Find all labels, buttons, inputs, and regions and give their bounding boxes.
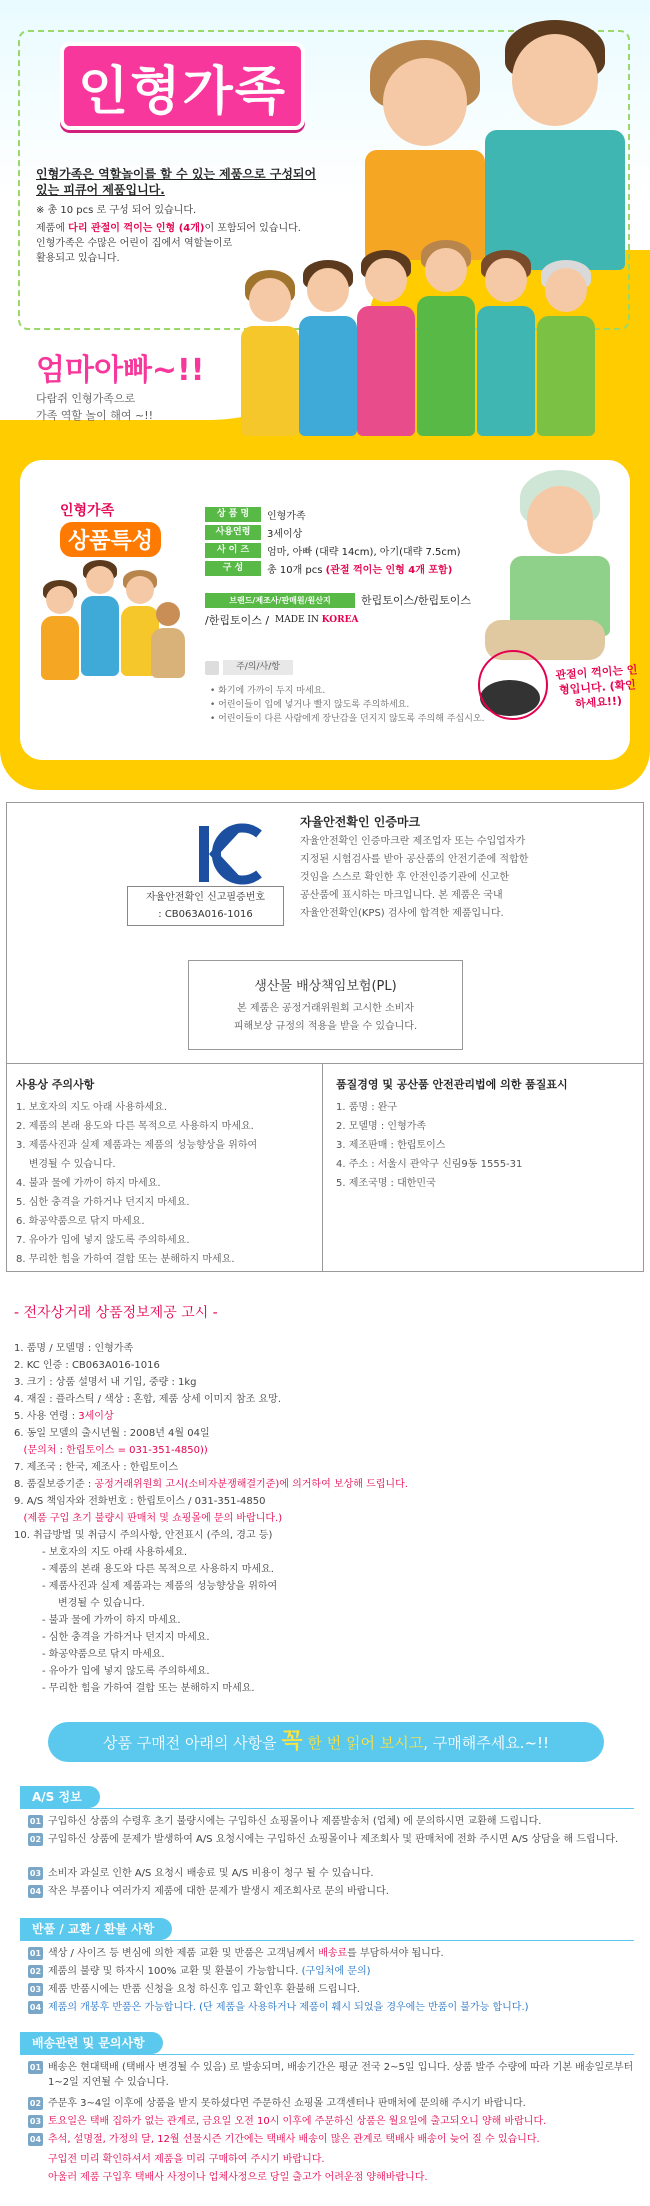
ecommerce-line: 변경될 수 있습니다. [58,1598,145,1609]
spec-row: 상 품 명 인형가족 [205,506,505,522]
page-title: 인형가족 [78,61,287,122]
as-item: 04 작은 부품이나 여러가지 제품에 대한 문제가 발생시 제조회사로 문의 바랍니다. [29,1886,389,1897]
shipping-item: 02 주문후 3~4일 이후에 상품을 받지 못하셨다면 주문하신 쇼핑몰 고객센터나 판매처에 문의해 주시기 바랍니다. [29,2098,526,2109]
mom-doll-image [360,40,490,260]
ecommerce-line: - 제품사진과 실제 제품과는 제품의 성능향상을 위하여 [42,1581,278,1592]
caution-list [210,684,485,726]
mom-dad-heading: 엄마아빠~!! [36,353,205,388]
kc-certificate-number: 자율안전확인 신고필증번호 : CB063A016-1016 [127,886,284,926]
spec-row: 사 이 즈 엄마, 아빠 (대략 14cm), 아기(대략 7.5cm) [205,542,505,558]
refund-item: 02 제품의 불량 및 하자시 100% 교환 및 환불이 가능합니다. (구입처에 문의) [29,1966,371,1977]
ecommerce-line: - 심한 충격을 가하거나 던지지 마세요. [42,1632,210,1643]
divider [322,1063,323,1272]
kc-description: 자율안전확인 인증마크란 제조업자 또는 수입업자가 지정된 시험검사를 받아 공산품의 안전기준에 적합한 것임을 스스로 확인한 후 안전인증기관에 신고한 공산품에 표시하는 마크입니다. 본 제품은 국내 자율안전확인(KPS) 검사에 합격한 제품입니다. [300,836,529,919]
intro-line3: 제품에 [36,223,69,234]
ecommerce-line: 9. A/S 책임자와 전화번호 : 한립토이스 / 031-351-4850 [14,1496,266,1507]
brand-value: 한립토이스/한립토이스 [361,594,471,607]
title-plate [60,42,305,130]
shipping-item: 04 추석, 설명절, 가정의 달, 12월 선물시즌 기간에는 택배사 배송이 많은 관계로 택배사 배송이 늦어 질 수 있습니다. [29,2134,540,2145]
kc-mark-icon [185,822,265,892]
shipping-footnote: 아울러 제품 구입후 택배사 사정이나 업체사정으로 당일 출고가 어려운점 양해바랍니다. [48,2172,428,2183]
section-line [20,1808,634,1809]
spec-title [60,500,180,557]
intro-text: 인형가족은 역할놀이를 할 수 있는 제품으로 구성되어 있는 피큐어 제품입니다. ※ 총 10 pcs 로 구성 되어 있습니다. 제품에 다리 관절이 꺽이는 인형 (4개)이 포함되어 있습니다. 인형가족은 수많은 어린이 집에서 역할놀이로 활용되고 있습니다. [36,166,366,266]
shipping-item: 03 토요일은 택배 집하가 없는 관계로, 금요일 오전 10시 이후에 주문하신 상품은 월요일에 출고되오니 양해 바랍니다. [29,2116,547,2127]
ecommerce-line: 5. 사용 연령 : 3세이상 [14,1411,114,1422]
refund-header: 반품 / 교환 / 환불 사항 [20,1918,172,1940]
divider [6,1063,644,1064]
shipping-item: 01 배송은 현대택배 (택배사 변경될 수 있음) 로 발송되며, 배송기간은 평균 전국 2~5일 입니다. 상품 발주 수량에 따라 기본 배송일로부터 1~2일 지연될 수 있습니다. [29,2062,634,2088]
brand-row [205,592,471,608]
caution-item: • 어린이들이 다른 사람에게 장난감을 던지지 않도록 주의해 주십시오. [210,714,485,724]
shipping-header: 배송관련 및 문의사항 [20,2032,163,2054]
usage-title: 사용상 주의사항 [16,1078,95,1091]
mom-dad-sub2: 가족 역할 놀이 해여 ~!! [36,409,154,422]
dad-doll-image [480,20,630,270]
as-item: 01 구입하신 상품의 수령후 초기 불량시에는 구입하신 쇼핑몰이나 제품발송처 (업체) 에 문의하시면 교환해 드립니다. [29,1816,542,1827]
caution-item: • 화기에 가까이 두지 마세요. [210,686,326,696]
spec-dolls-image [40,560,190,690]
ecommerce-line: - 무리한 힘을 가하여 결합 또는 분해하지 마세요. [42,1683,255,1694]
jointed-doll-image [505,470,615,670]
section-line [20,2054,634,2055]
read-before-purchase-banner: 상품 구매전 아래의 사항을 꼭 한 번 읽어 보시고, 구매해주세요.~!! [48,1722,604,1762]
ecommerce-line: 6. 동일 모델의 출시년월 : 2008년 4월 04일 [14,1428,210,1439]
intro-line4: 인형가족은 수많은 어린이 집에서 역할놀이로 [36,238,233,249]
spec-title-big: 상품특성 [60,522,161,557]
ecommerce-line: 1. 품명 / 모델명 : 인형가족 [14,1343,134,1354]
ecommerce-line: - 제품의 본래 용도와 다른 목적으로 사용하지 마세요. [42,1564,274,1575]
shipping-footnote: 구입전 미리 확인하셔서 제품을 미리 구매하여 주시기 바랍니다. [48,2154,325,2165]
intro-line5: 활용되고 있습니다. [36,253,120,264]
ecommerce-line: 7. 제조국 : 한국, 제조사 : 한립토이스 [14,1462,179,1473]
refund-item: 01 색상 / 사이즈 등 변심에 의한 제품 교환 및 반품은 고객님께서 배송료를 부담하셔야 됩니다. [29,1948,444,1959]
ecommerce-title: - 전자상거래 상품정보제공 고시 - [14,1305,218,1321]
ecommerce-line: - 화공약품으로 닦지 마세요. [42,1649,165,1660]
hero-section [0,0,650,790]
caution-item: • 어린이들이 입에 넣거나 빨지 않도록 주의하세요. [210,700,410,710]
refund-item: 03 제품 반품시에는 반품 신청을 요청 하신후 입고 확인후 환불해 드립니다. [29,1984,360,1995]
refund-item: 04 제품의 개봉후 반품은 가능합니다. (단 제품을 사용하거나 제품이 훼시 되었을 경우에는 반품이 불가능 합니다.) [29,2002,529,2013]
as-item: 03 소비자 과실로 인한 A/S 요청시 배송료 및 A/S 비용이 청구 될 수 있습니다. [29,1868,374,1879]
intro-line1: 인형가족은 역할놀이를 할 수 있는 제품으로 구성되어 [36,167,317,181]
intro-line2: 있는 피큐어 제품입니다. [36,183,165,197]
ecommerce-line: - 보호자의 지도 아래 사용하세요. [42,1547,188,1558]
spec-table [205,506,505,578]
joint-highlight-circle [478,650,548,720]
caution-label: 주/의/사/항 [223,660,293,675]
spec-row: 구 성 총 10개 pcs (관절 꺽이는 인형 4개 포함) [205,560,505,576]
ecommerce-line: 4. 재질 : 플라스틱 / 색상 : 혼합, 제품 상세 이미지 참조 요망. [14,1394,282,1405]
intro-count: ※ 총 10 pcs 로 구성 되어 있습니다. [36,205,197,216]
ecommerce-line: 8. 품질보증기준 : 공정거래위원회 고시(소비자분쟁해결기준)에 의거하여 보상해 드립니다. [14,1479,408,1490]
pl-title: 생산물 배상책임보험(PL) [254,979,397,994]
ecommerce-list [14,1340,634,1697]
usage-list: 1. 보호자의 지도 아래 사용하세요. 2. 제품의 본래 용도와 다른 목적으로 사용하지 마세요. 3. 제품사진과 실제 제품과는 제품의 성능향상을 위하여 변경될 수 있습니다. 4. 불과 물에 가까이 하지 마세요. 5. 심한 충격을 가하거나 던지지 마세요. 6. 화공약품으로 닦지 마세요. 7. 유아가 입에 넣지 않도록 주의하세요. 8. 무리한 힘을 가하여 결합 또는 분해하지 마세요. [16,1102,258,1265]
caution-header [205,660,293,675]
brand-row-2: /한립토이스 / MADE IN KOREA [205,614,359,627]
quality-title: 품질경영 및 공산품 안전관리법에 의한 품질표시 [336,1078,568,1091]
spec-title-small: 인형가족 [60,503,115,519]
kc-title: 자율안전확인 인증마크 [300,815,421,829]
mom-dad-callout [36,345,236,423]
ecommerce-line: (제품 구입 초기 불량시 판매처 및 쇼핑몰에 문의 바랍니다.) [14,1513,283,1524]
ecommerce-line: 2. KC 인증 : CB063A016-1016 [14,1360,160,1371]
quality-list: 1. 품명 : 완구 2. 모델명 : 인형가족 3. 제조판매 : 한립토이스 4. 주소 : 서울시 관악구 신림9동 1555-31 5. 제조국명 : 대한민국 [336,1102,523,1189]
as-item: 02 구입하신 상품에 문제가 발생하여 A/S 요청시에는 구입하신 쇼핑몰이나 제조회사 및 판매처에 전화 주시면 A/S 상담을 해 드립니다. [29,1834,619,1845]
joint-note: 관절이 꺽이는 인형입니다. (확인하세요!!) [555,663,638,711]
warning-icon [205,661,219,675]
brand-key: 브랜드/제조사/판매원/원산지 [205,593,355,608]
ecommerce-line: 10. 취급방법 및 취급시 주의사항, 안전표시 (주의, 경고 등) [14,1530,273,1541]
ecommerce-line: - 유아가 입에 넣지 않도록 주의하세요. [42,1666,210,1677]
doll-family-image [240,240,630,450]
ecommerce-line: - 불과 물에 가까이 하지 마세요. [42,1615,181,1626]
section-line [20,1940,634,1941]
ecommerce-line: 3. 크기 : 상품 설명서 내 기입, 중량 : 1kg [14,1377,197,1388]
made-in-korea-mark: MADE IN KOREA [275,615,359,625]
mom-dad-sub1: 다람쥐 인형가족으로 [36,392,136,405]
as-info-header: A/S 정보 [20,1786,100,1808]
pl-insurance-box: 생산물 배상책임보험(PL) 본 제품은 공정거래위원회 고시한 소비자 피해보상 규정의 적용을 받을 수 있습니다. [188,960,463,1050]
intro-line3-highlight: 다리 관절이 꺽이는 인형 (4개) [68,223,205,234]
ecommerce-line: (문의처 : 한립토이스 = 031-351-4850)) [14,1445,208,1456]
spec-row: 사용연령 3세이상 [205,524,505,540]
